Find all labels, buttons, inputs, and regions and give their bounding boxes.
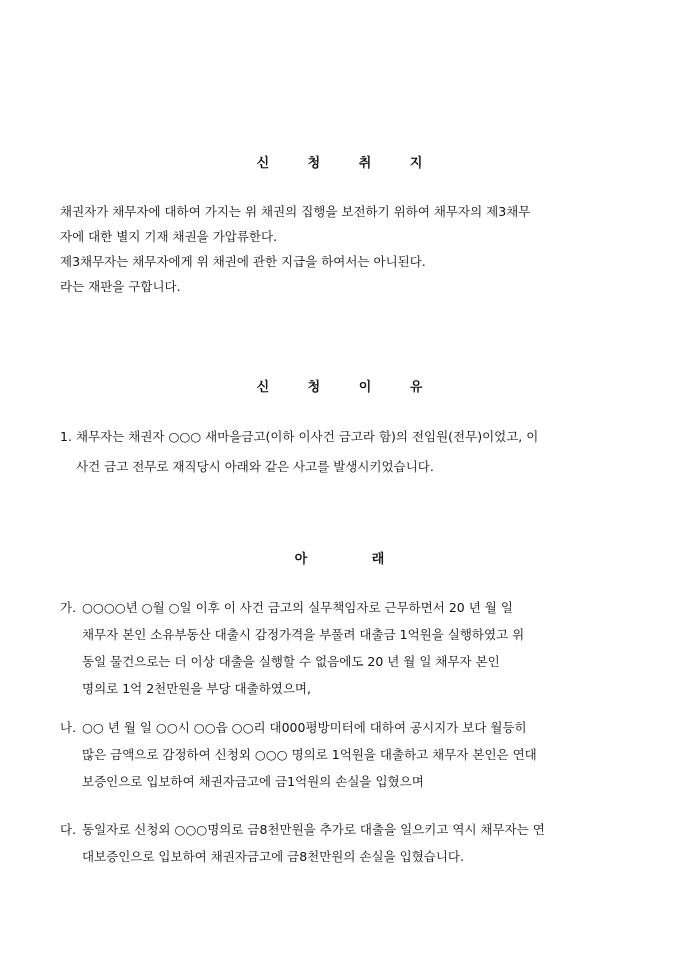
request-heading: 신 청 취 지 (256, 156, 424, 171)
list-item-line: 보증인으로 입보하여 채권자금고에 금1억원의 손실을 입혔으며 (82, 774, 424, 789)
request-line-4: 라는 재판을 구합니다. (60, 279, 181, 294)
request-line-2: 자에 대한 별지 기재 채권을 가압류한다. (60, 229, 278, 244)
list-item-na (60, 714, 620, 795)
reason-line-1: 채무자는 채권자 ○○○ 새마을금고(이하 이사건 금고라 함)의 전임원(전무)이었고, 이 (76, 429, 539, 444)
reason-item-marker: 1. (60, 429, 72, 444)
list-item-line: 명의로 1억 2천만원을 부당 대출하였으며, (82, 681, 311, 696)
list-item-line: 동일 물건으로는 더 이상 대출을 실행할 수 없음에도 20 년 월 일 채무자 본인 (82, 654, 500, 669)
list-item-line: 채무자 본인 소유부동산 대출시 감정가격을 부풀려 대출금 1억원을 실행하였고 위 (82, 627, 525, 642)
list-item-marker: 가. (60, 600, 77, 615)
request-line-1: 채권자가 채무자에 대하여 가지는 위 채권의 집행을 보전하기 위하여 채무자의 제3채무 (60, 204, 531, 219)
list-item-body (82, 594, 620, 702)
list-item-ga (60, 594, 620, 702)
reason-item-body (76, 422, 620, 482)
list-item-marker: 다. (60, 822, 77, 837)
reason-line-2: 사건 금고 전무로 재직당시 아래와 같은 사고를 발생시키었습니다. (76, 459, 434, 474)
list-item-marker: 나. (60, 720, 77, 735)
list-item-body (82, 714, 620, 795)
list-item-line: ○○ 년 월 일 ○○시 ○○읍 ○○리 대000평방미터에 대하여 공시지가 보다 월등히 (82, 720, 527, 735)
reason-heading: 신 청 이 유 (256, 380, 424, 395)
request-paragraph (60, 199, 620, 299)
list-item-line: ○○○○년 ○월 ○일 이후 이 사건 금고의 실무책임자로 근무하면서 20 년 월 일 (82, 600, 513, 615)
list-item-line: 동일자로 신청외 ○○○명의로 금8천만원을 추가로 대출을 일으키고 역시 채무자는 연 (82, 822, 545, 837)
list-item-da (60, 816, 620, 870)
request-line-3: 제3채무자는 채무자에게 위 채권에 관한 지급을 하여서는 아니된다. (60, 254, 426, 269)
below-heading: 아 래 (294, 552, 386, 567)
list-item-line: 대보증인으로 입보하여 채권자금고에 금8천만원의 손실을 입혔습니다. (82, 849, 464, 864)
reason-item-1 (60, 422, 620, 482)
list-item-body (82, 816, 620, 870)
list-item-line: 많은 금액으로 감정하여 신청외 ○○○ 명의로 1억원을 대출하고 채무자 본인은 연대 (82, 747, 537, 762)
